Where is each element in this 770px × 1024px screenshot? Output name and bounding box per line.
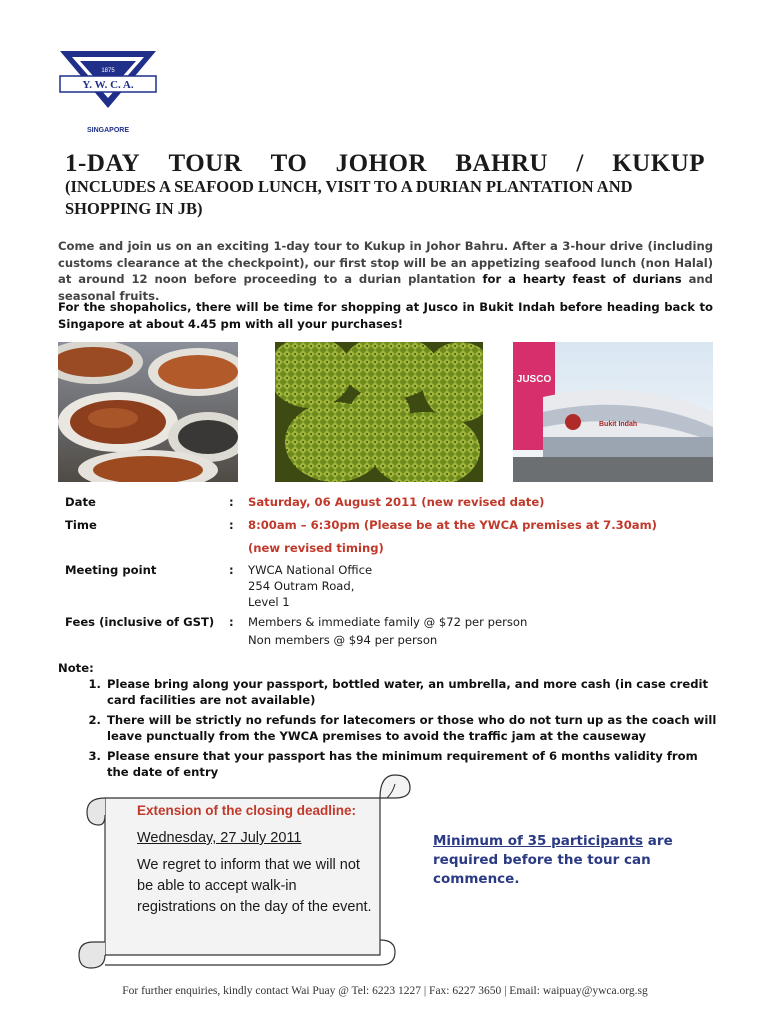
minimum-participants: [433, 832, 673, 889]
walkin-message: We regret to inform that we will not be able to accept walk-in registrations on the day of the event.: [137, 857, 372, 915]
time-value: 8:00am – 6:30pm (Please be at the YWCA premises at 7.30am): [248, 518, 657, 532]
meeting-line2: 254 Outram Road,: [248, 579, 355, 593]
logo-name: Y. W. C. A.: [82, 79, 134, 91]
date-label: Date: [65, 495, 96, 509]
notes-list: [58, 676, 718, 780]
notes-section: [58, 660, 718, 784]
durian-photo: [275, 342, 483, 482]
time-note: (new revised timing): [248, 541, 384, 555]
ywca-emblem: [58, 48, 158, 138]
title-word: TO: [270, 150, 308, 177]
title-word: JOHOR: [335, 150, 427, 177]
notes-heading: Note:: [58, 661, 94, 675]
note-item: 2. There will be strictly no refunds for latecomers or those who do not turn up as the coach will leave punctually from the YWCA premises to avoid the traffic jam at the causeway: [105, 712, 718, 744]
title-word: 1-DAY: [65, 150, 141, 177]
logo-place: SINGAPORE: [86, 127, 130, 134]
minimum-underlined: Minimum of 35 participants: [433, 833, 644, 849]
title-word: TOUR: [168, 150, 243, 177]
page-subtitle: (INCLUDES A SEAFOOD LUNCH, VISIT TO A DURIAN PLANTATION AND SHOPPING IN JB): [65, 177, 633, 218]
jusco-photo: [513, 342, 713, 482]
colon: :: [229, 563, 234, 577]
title-word: /: [576, 150, 584, 177]
title-word: KUKUP: [612, 150, 705, 177]
colon: :: [229, 518, 234, 532]
deadline-date: Wednesday, 27 July 2011: [137, 830, 302, 846]
fees-nonmembers: Non members @ $94 per person: [248, 633, 438, 647]
shopping-paragraph: For the shopaholics, there will be time for shopping at Jusco in Bukit Indah before heading back to Singapore at about 4.45 pm with all your purchases!: [58, 300, 713, 331]
footer-contact: For further enquiries, kindly contact Wai Puay @ Tel: 6223 1227 | Fax: 6227 3650 | Email: waipuay@ywca.org.sg: [122, 985, 648, 997]
date-value: Saturday, 06 August 2011 (new revised date): [248, 495, 545, 509]
page-title: [65, 150, 705, 178]
fees-members: Members & immediate family @ $72 per person: [248, 615, 528, 629]
ywca-logo: [58, 48, 158, 138]
intro-part1: Come and join us on an exciting 1-day tour to Kukup in Johor Bahru. After a 3-hour drive (including customs clearance at the checkpoint), our first stop will be an appetizing seafood lunch (non Halal) at around 12 noon before proceeding to a durian plantation: [58, 239, 713, 286]
meeting-line1: YWCA National Office: [248, 563, 373, 577]
jusco-sign: JUSCO: [516, 374, 552, 385]
meeting-label: Meeting point: [65, 563, 157, 577]
seafood-photo: [58, 342, 238, 482]
colon: :: [229, 615, 234, 629]
title-word: BAHRU: [455, 150, 549, 177]
fees-label: Fees (inclusive of GST): [65, 615, 215, 629]
minimum-rest: are required before the tour can commence.: [433, 833, 673, 887]
deadline-title: Extension of the closing deadline:: [137, 803, 357, 818]
note-item: 3. Please ensure that your passport has the minimum requirement of 6 months validity from the date of entry: [105, 748, 718, 780]
bukit-indah-sign: Bukit Indah: [599, 421, 638, 428]
note-item: 1. Please bring along your passport, bottled water, an umbrella, and more cash (in case credit card facilities are not available): [105, 676, 718, 708]
logo-year: 1875: [101, 68, 115, 74]
intro-part2: for a hearty feast of durians: [482, 272, 682, 286]
colon: :: [229, 495, 234, 509]
meeting-line3: Level 1: [248, 595, 290, 609]
intro-paragraph: [58, 238, 713, 304]
intro-part3: and seasonal fruits.: [58, 272, 713, 303]
time-label: Time: [65, 518, 97, 532]
